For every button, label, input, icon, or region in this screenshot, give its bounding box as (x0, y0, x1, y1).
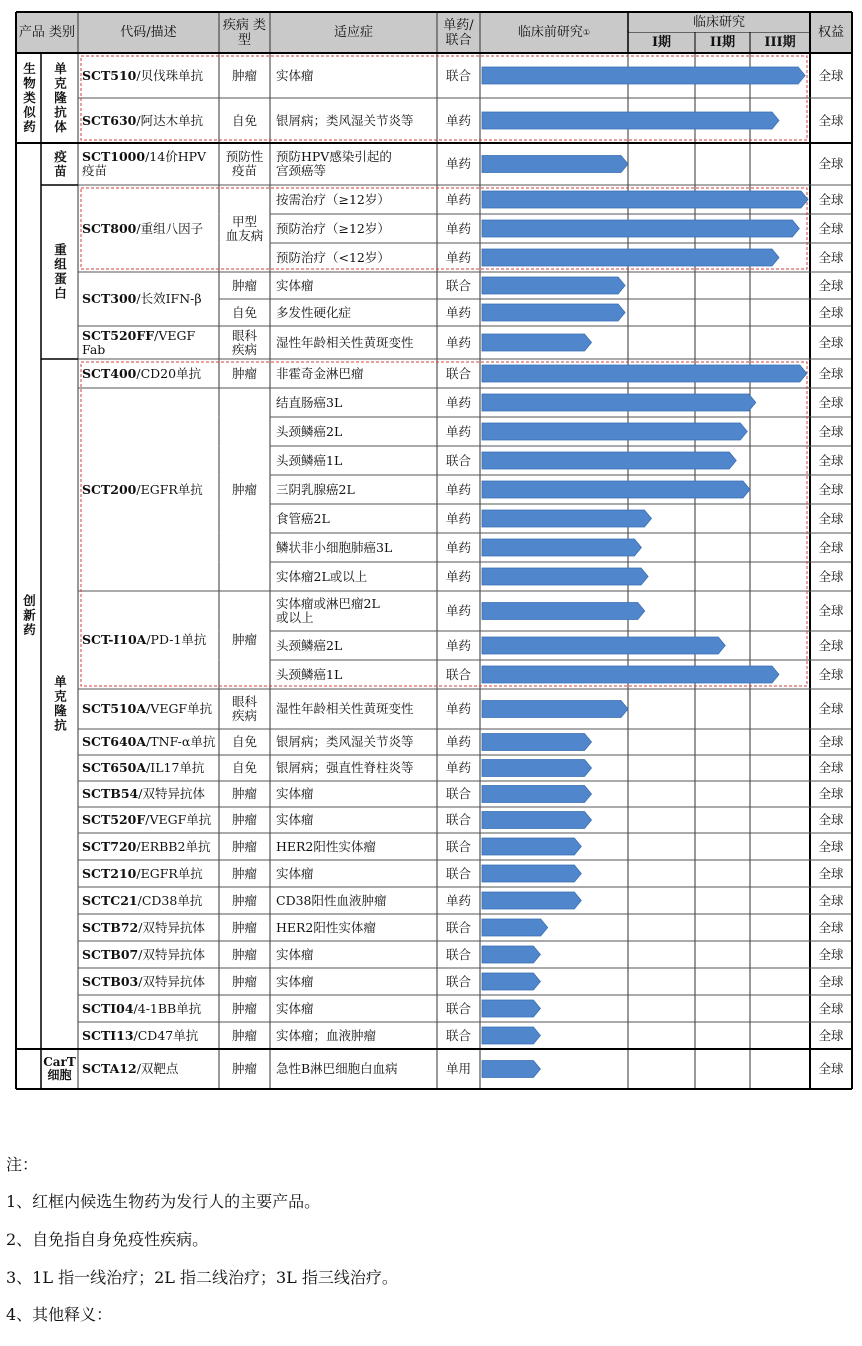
row-mode-6: 联合 (445, 277, 471, 293)
row-rights-5: 全球 (818, 249, 844, 265)
product-description: /TNF-α单抗 (146, 734, 216, 749)
row-disease-28: 肿瘤 (231, 919, 257, 935)
row-mode-10: 单药 (445, 394, 471, 410)
row-mode-19: 联合 (445, 666, 471, 682)
row-disease-21: 自免 (231, 734, 257, 749)
row-indication-4: 预防治疗（≥12岁） (276, 220, 390, 236)
progress-bar-23 (482, 786, 592, 803)
product-code: SCT520FF (82, 327, 155, 343)
row-mode-4: 单药 (445, 220, 471, 236)
progress-bar-9 (482, 365, 807, 382)
header-mono-combo: 单药/ 联合 (438, 13, 479, 52)
row-mode-31: 联合 (445, 1000, 471, 1016)
subgroup-vaccine: 疫苗 (52, 149, 68, 179)
row-rights-23: 全球 (818, 786, 844, 801)
header-category: 产品 类别 (17, 13, 77, 52)
progress-bar-32 (482, 1027, 540, 1044)
row-indication-11: 头颈鳞癌2L (276, 423, 343, 439)
product-code: SCT630 (82, 112, 137, 128)
row-code-1 (82, 98, 217, 143)
row-indication-27: CD38阳性血液肿瘤 (276, 892, 387, 908)
row-mode-30: 联合 (445, 973, 471, 989)
note-1: 1、红框内候选生物药为发行人的主要产品。 (6, 1192, 321, 1211)
row-code-26 (82, 860, 217, 887)
header-disease-type: 疾病 类型 (220, 13, 269, 52)
row-rights-2: 全球 (818, 156, 844, 171)
row-rights-13: 全球 (818, 481, 844, 497)
row-indication-12: 头颈鳞癌1L (276, 452, 343, 468)
progress-bar-3 (482, 191, 808, 208)
product-code: SCTA12 (82, 1061, 137, 1076)
row-rights-32: 全球 (818, 1027, 844, 1043)
progress-bar-2 (482, 156, 628, 173)
product-description: /14价HPV 疫苗 (82, 149, 207, 178)
row-rights-4: 全球 (818, 220, 844, 236)
row-code-25 (82, 833, 217, 860)
progress-bar-30 (482, 973, 540, 990)
product-description: /双特异抗体 (138, 919, 205, 935)
row-indication-33: 急性B淋巴细胞白血病 (276, 1061, 398, 1076)
progress-bar-8 (482, 334, 592, 351)
row-disease-0: 肿瘤 (231, 67, 257, 83)
row-code-27 (82, 887, 217, 914)
group-label-innovative: 创新药 (21, 594, 37, 638)
progress-bar-14 (482, 510, 651, 527)
header-phase1: I期 (629, 33, 694, 52)
row-indication-9: 非霍奇金淋巴瘤 (276, 365, 364, 381)
row-disease-17: 肿瘤 (231, 632, 257, 647)
product-description: /VEGF单抗 (145, 812, 212, 827)
row-mode-28: 联合 (445, 919, 471, 935)
progress-bar-28 (482, 919, 548, 936)
row-rights-11: 全球 (818, 423, 844, 439)
row-disease-23: 肿瘤 (231, 786, 257, 801)
row-disease-3: 甲型 血友病 (225, 213, 264, 243)
row-indication-19: 头颈鳞癌1L (276, 666, 343, 682)
row-rights-21: 全球 (818, 734, 844, 749)
row-rights-16: 全球 (818, 568, 844, 584)
row-mode-5: 单药 (445, 249, 471, 265)
row-mode-15: 单药 (445, 539, 471, 555)
note-3: 3、1L 指一线治疗；2L 指二线治疗；3L 指三线治疗。 (6, 1268, 398, 1287)
row-indication-20: 湿性年龄相关性黄斑变性 (276, 701, 414, 716)
product-description: /ERBB2单抗 (136, 838, 211, 854)
progress-bar-20 (482, 701, 628, 718)
product-code: SCT510 (82, 67, 137, 83)
product-description: /双特异抗体 (138, 946, 205, 962)
progress-bar-16 (482, 568, 648, 585)
product-description: /重组八因子 (136, 220, 204, 236)
row-disease-33: 肿瘤 (231, 1061, 257, 1076)
row-mode-24: 联合 (445, 812, 471, 827)
row-mode-18: 单药 (445, 637, 471, 653)
progress-bar-6 (482, 277, 625, 294)
row-mode-21: 单药 (445, 734, 471, 749)
progress-bar-33 (482, 1061, 540, 1078)
row-mode-20: 单药 (445, 701, 471, 716)
header-rights: 权益 (811, 13, 851, 52)
row-mode-13: 单药 (445, 481, 471, 497)
row-rights-7: 全球 (818, 304, 844, 320)
row-disease-25: 肿瘤 (231, 838, 257, 854)
row-indication-24: 实体瘤 (276, 812, 314, 827)
row-indication-26: 实体瘤 (276, 865, 314, 881)
row-indication-10: 结直肠癌3L (276, 394, 343, 410)
row-mode-7: 单药 (445, 304, 471, 320)
row-indication-2: 预防HPV感染引起的 宫颈癌等 (276, 149, 392, 178)
note-2: 2、自免指自身免疫性疾病。 (6, 1230, 209, 1249)
product-description: /CD20单抗 (136, 365, 202, 381)
row-indication-17: 实体瘤或淋巴瘤2L 或以上 (276, 596, 380, 625)
progress-bar-19 (482, 666, 779, 683)
row-mode-14: 单药 (445, 510, 471, 526)
product-description: /VEGF单抗 (146, 701, 213, 716)
row-rights-24: 全球 (818, 812, 844, 827)
subgroup-recombinant: 重组蛋白 (52, 243, 68, 301)
row-indication-16: 实体瘤2L或以上 (276, 568, 368, 584)
progress-bar-25 (482, 838, 581, 855)
row-rights-1: 全球 (818, 112, 844, 128)
row-indication-32: 实体瘤；血液肿瘤 (276, 1027, 377, 1043)
row-indication-21: 银屑病；类风湿关节炎等 (276, 734, 414, 749)
progress-bar-5 (482, 249, 779, 266)
product-code: SCT1000 (82, 149, 146, 164)
row-rights-6: 全球 (818, 277, 844, 293)
progress-bar-0 (482, 67, 805, 84)
product-description: /贝伐珠单抗 (136, 67, 204, 83)
row-indication-7: 多发性硬化症 (276, 304, 352, 320)
row-code-33 (82, 1049, 217, 1089)
progress-bar-12 (482, 452, 736, 469)
row-disease-32: 肿瘤 (231, 1027, 257, 1043)
notes-title: 注： (6, 1155, 39, 1174)
row-indication-29: 实体瘤 (276, 946, 314, 962)
product-code: SCT650A (82, 760, 147, 775)
row-indication-28: HER2阳性实体瘤 (276, 919, 376, 935)
row-rights-30: 全球 (818, 973, 844, 989)
subgroup-cart: CarT细胞 (43, 1055, 76, 1082)
progress-bar-22 (482, 760, 592, 777)
product-code: SCT640A (82, 734, 147, 749)
row-mode-25: 联合 (445, 838, 471, 854)
row-disease-24: 肿瘤 (231, 812, 257, 827)
row-indication-22: 银屑病；强直性脊柱炎等 (276, 760, 414, 775)
row-mode-1: 单药 (445, 112, 471, 128)
row-code-31 (82, 995, 217, 1022)
product-code: SCT520F (82, 812, 146, 827)
row-mode-22: 单药 (445, 760, 471, 775)
row-mode-2: 单药 (445, 156, 471, 171)
row-disease-29: 肿瘤 (231, 946, 257, 962)
product-description: /双特异抗体 (138, 973, 205, 989)
row-disease-10: 肿瘤 (231, 481, 257, 497)
product-description: /VEGF Fab (82, 327, 196, 357)
row-code-22 (82, 755, 217, 781)
row-mode-27: 单药 (445, 892, 471, 908)
row-indication-14: 食管癌2L (276, 510, 330, 526)
row-rights-9: 全球 (818, 365, 844, 381)
product-code: SCTI13 (82, 1027, 134, 1043)
row-disease-9: 肿瘤 (231, 365, 257, 381)
row-mode-33: 单用 (445, 1061, 471, 1076)
row-mode-0: 联合 (445, 67, 471, 83)
row-mode-8: 单药 (445, 334, 471, 350)
row-mode-23: 联合 (445, 786, 471, 801)
header-indication: 适应症 (271, 13, 436, 52)
row-indication-18: 头颈鳞癌2L (276, 637, 343, 653)
row-disease-20: 眼科 疾病 (231, 694, 257, 723)
product-code: SCTB07 (82, 946, 139, 962)
note-4: 4、其他释义： (6, 1305, 113, 1324)
row-disease-31: 肿瘤 (231, 1000, 257, 1016)
row-mode-9: 联合 (445, 365, 471, 381)
row-indication-3: 按需治疗（≥12岁） (276, 191, 390, 207)
row-rights-8: 全球 (818, 334, 844, 350)
footnote-marker: ① (582, 28, 591, 37)
product-code: SCTB54 (82, 786, 139, 801)
row-disease-7: 自免 (231, 304, 257, 320)
row-rights-12: 全球 (818, 452, 844, 468)
product-code: SCTB03 (82, 973, 139, 989)
row-mode-29: 联合 (445, 946, 471, 962)
row-disease-6: 肿瘤 (231, 277, 257, 293)
product-description: /CD47单抗 (133, 1027, 199, 1043)
header-clinical: 临床研究 (629, 13, 809, 32)
progress-bar-4 (482, 220, 799, 237)
header-phase2: II期 (696, 33, 749, 52)
product-description: /双靶点 (136, 1061, 179, 1076)
header-preclinical: 临床前研究 ① (481, 13, 627, 52)
row-rights-20: 全球 (818, 701, 844, 716)
progress-bar-18 (482, 637, 725, 654)
row-indication-0: 实体瘤 (276, 67, 314, 83)
row-mode-16: 单药 (445, 568, 471, 584)
product-code: SCTB72 (82, 919, 139, 935)
progress-bar-29 (482, 946, 540, 963)
row-rights-18: 全球 (818, 637, 844, 653)
product-description: /双特异抗体 (138, 786, 205, 801)
progress-bar-1 (482, 112, 779, 129)
product-code: SCT720 (82, 838, 137, 854)
progress-bar-26 (482, 865, 581, 882)
row-code-28 (82, 914, 217, 941)
row-disease-1: 自免 (231, 112, 257, 128)
row-disease-26: 肿瘤 (231, 865, 257, 881)
product-code: SCT200 (82, 481, 137, 497)
progress-bar-24 (482, 812, 592, 829)
group-label-biosimilar: 生物类似药 (21, 61, 37, 135)
product-description: /4-1BB单抗 (133, 1000, 202, 1016)
row-rights-17: 全球 (818, 603, 844, 618)
row-mode-17: 单药 (445, 603, 471, 618)
progress-bar-11 (482, 423, 747, 440)
row-code-0 (82, 53, 217, 98)
row-indication-15: 鳞状非小细胞肺癌3L (276, 539, 393, 555)
row-code-17 (82, 591, 217, 689)
progress-bar-13 (482, 481, 750, 498)
row-code-32 (82, 1022, 217, 1049)
row-indication-25: HER2阳性实体瘤 (276, 838, 376, 854)
product-code: SCTC21 (82, 892, 138, 908)
row-code-2 (82, 143, 217, 185)
progress-bar-17 (482, 603, 645, 620)
header-code: 代码/描述 (79, 13, 218, 52)
row-disease-30: 肿瘤 (231, 973, 257, 989)
row-mode-11: 单药 (445, 423, 471, 439)
progress-bar-21 (482, 734, 592, 751)
progress-bar-27 (482, 892, 581, 909)
product-code: SCT800 (82, 220, 137, 236)
subgroup-mab: 单克隆抗 (52, 675, 68, 733)
row-mode-32: 联合 (445, 1027, 471, 1043)
row-disease-27: 肿瘤 (231, 892, 257, 908)
product-code: SCT-I10A (82, 632, 147, 647)
row-rights-28: 全球 (818, 919, 844, 935)
row-code-9 (82, 359, 217, 388)
product-description: /EGFR单抗 (136, 481, 203, 497)
product-description: /EGFR单抗 (136, 865, 203, 881)
row-rights-27: 全球 (818, 892, 844, 908)
row-code-10 (82, 388, 217, 591)
progress-bar-10 (482, 394, 756, 411)
row-rights-31: 全球 (818, 1000, 844, 1016)
product-description: /PD-1单抗 (146, 632, 207, 647)
progress-bar-15 (482, 539, 641, 556)
row-indication-30: 实体瘤 (276, 973, 314, 989)
progress-bar-31 (482, 1000, 540, 1017)
row-rights-3: 全球 (818, 191, 844, 207)
row-mode-3: 单药 (445, 191, 471, 207)
row-code-30 (82, 968, 217, 995)
product-code: SCT510A (82, 701, 147, 716)
row-rights-22: 全球 (818, 760, 844, 775)
row-indication-23: 实体瘤 (276, 786, 314, 801)
row-indication-5: 预防治疗（<12岁） (276, 249, 390, 265)
subgroup-mab-biosimilar: 单克隆抗体 (52, 61, 68, 135)
row-disease-8: 眼科 疾病 (231, 327, 257, 357)
row-indication-6: 实体瘤 (276, 277, 314, 293)
row-rights-33: 全球 (818, 1061, 844, 1076)
row-rights-25: 全球 (818, 838, 844, 854)
progress-bar-7 (482, 304, 625, 321)
row-disease-2: 预防性 疫苗 (225, 149, 264, 178)
row-rights-0: 全球 (818, 67, 844, 83)
row-code-23 (82, 781, 217, 807)
row-indication-1: 银屑病；类风湿关节炎等 (276, 112, 414, 128)
row-indication-8: 湿性年龄相关性黄斑变性 (276, 334, 414, 350)
row-rights-26: 全球 (818, 865, 844, 881)
row-code-3 (82, 185, 217, 272)
row-rights-14: 全球 (818, 510, 844, 526)
row-rights-10: 全球 (818, 394, 844, 410)
row-rights-29: 全球 (818, 946, 844, 962)
product-code: SCT400 (82, 365, 137, 381)
row-mode-26: 联合 (445, 865, 471, 881)
row-code-21 (82, 729, 217, 755)
row-mode-12: 联合 (445, 452, 471, 468)
row-rights-15: 全球 (818, 539, 844, 555)
row-rights-19: 全球 (818, 666, 844, 682)
product-description: /长效IFN-β (136, 291, 202, 306)
product-description: /IL17单抗 (146, 760, 205, 775)
row-indication-13: 三阴乳腺癌2L (276, 481, 355, 497)
row-code-24 (82, 807, 217, 833)
product-code: SCTI04 (82, 1000, 134, 1016)
header-phase3: III期 (751, 33, 809, 52)
product-code: SCT210 (82, 865, 137, 881)
row-indication-31: 实体瘤 (276, 1000, 314, 1016)
row-code-6 (82, 272, 217, 326)
row-code-29 (82, 941, 217, 968)
row-code-20 (82, 689, 217, 729)
product-description: /阿达木单抗 (136, 112, 204, 128)
product-code: SCT300 (82, 291, 137, 306)
row-disease-22: 自免 (231, 760, 257, 775)
row-code-8 (82, 326, 217, 359)
product-description: /CD38单抗 (137, 892, 203, 908)
